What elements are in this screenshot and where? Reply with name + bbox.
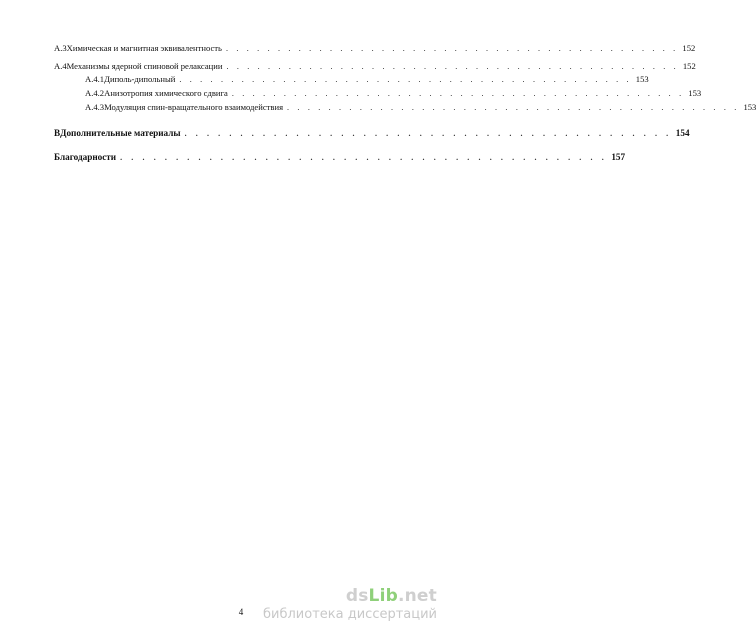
toc-entry-number: A.4.1 (85, 74, 105, 84)
toc-entry-number: A.4.2 (85, 88, 105, 98)
toc-entry-page: 153 (688, 88, 702, 98)
toc-entry-title: Механизмы ядерной спиновой релаксации (66, 61, 223, 71)
toc-entry[interactable] (85, 101, 756, 114)
toc-entry-title: Анизотропия химического сдвига (104, 88, 228, 98)
toc-entry-page: 152 (682, 43, 696, 53)
toc-entry-number: A.4 (54, 61, 67, 71)
toc-chapter-title: Дополнительные материалы (60, 128, 181, 138)
toc-leader-dots: . . . . . . . . . . . . . . . . . . . . . . . . . . . . . . . . . . . . . . . . . . . . (231, 89, 685, 98)
toc-entry[interactable] (54, 42, 696, 55)
watermark-subtitle: библиотека диссертаций (263, 607, 437, 622)
toc-chapter-title: Благодарности (54, 152, 117, 162)
toc-leader-dots: . . . . . . . . . . . . . . . . . . . . . . . . . . . . . . . . . . . . . . . . . . . . (225, 44, 679, 53)
toc-entry[interactable] (85, 87, 702, 100)
toc-entry-page: 153 (743, 102, 756, 112)
watermark-logo (263, 586, 437, 606)
page-number: 4 (238, 607, 244, 617)
watermark (263, 586, 437, 623)
toc-leader-dots: . . . . . . . . . . . . . . . . . . . . . . . . . . . . . . . . . . . . . . . . . . . . (184, 129, 672, 138)
toc-chapter-page: 157 (611, 152, 626, 162)
toc-entry-number: A.4.3 (85, 102, 105, 112)
toc-leader-dots: . . . . . . . . . . . . . . . . . . . . . . . . . . . . . . . . . . . . . . . . . . . . (226, 62, 679, 71)
toc-entry[interactable] (54, 60, 696, 73)
toc-entry-page: 153 (635, 74, 649, 84)
toc-entry-title: Химическая и магнитная эквивалентность (66, 43, 222, 53)
toc-chapter[interactable] (54, 151, 626, 164)
toc-leader-dots: . . . . . . . . . . . . . . . . . . . . . . . . . . . . . . . . . . . . . . . . . . . . (179, 75, 632, 84)
toc-entry-number: A.3 (54, 43, 67, 53)
toc-entry[interactable] (85, 73, 649, 86)
toc-entry-title: Модуляция спин-вращательного взаимодействия (104, 102, 284, 112)
toc-chapter-page: 154 (675, 128, 690, 138)
watermark-logo-prefix: ds (345, 586, 369, 606)
watermark-logo-lib: Lib (368, 586, 398, 606)
toc-entry-page: 152 (682, 61, 696, 71)
watermark-logo-suffix: .net (397, 586, 437, 606)
toc-leader-dots: . . . . . . . . . . . . . . . . . . . . . . . . . . . . . . . . . . . . . . . . . . . . (287, 103, 740, 112)
toc-entry-title: Диполь-дипольный (104, 74, 176, 84)
toc-chapter[interactable] (54, 127, 690, 140)
toc-leader-dots: . . . . . . . . . . . . . . . . . . . . . . . . . . . . . . . . . . . . . . . . . . . . (120, 153, 608, 162)
toc-chapter-number: B (54, 128, 61, 138)
